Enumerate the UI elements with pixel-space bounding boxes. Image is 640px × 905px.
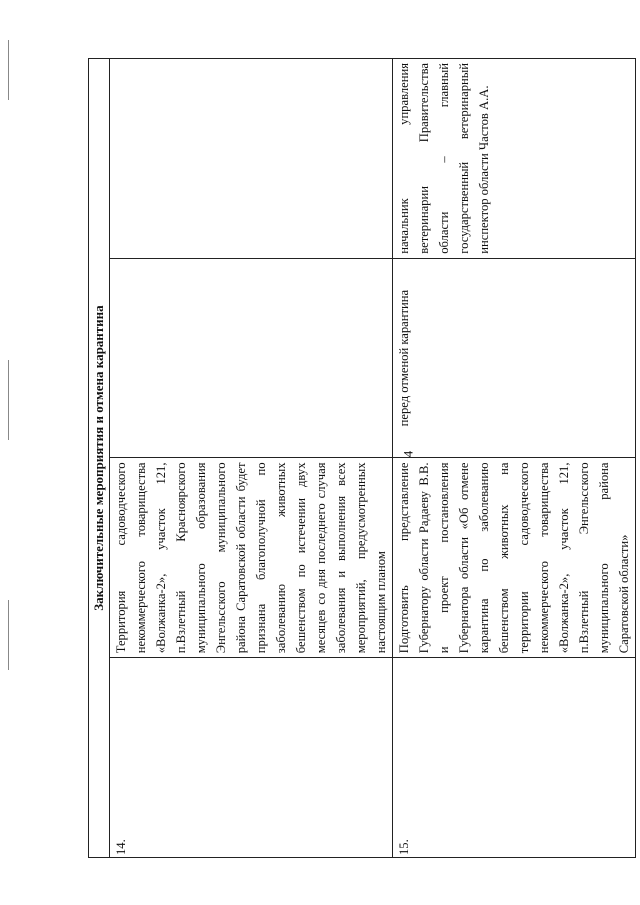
row-number: 14. (110, 658, 393, 858)
row-deadline: перед отменой карантина (393, 258, 636, 458)
section-title: Заключительные мероприятия и отмена карантина (89, 59, 110, 858)
scan-edge-mark (8, 600, 9, 670)
row-responsible: начальник управления ветеринарии Правительства области – главный государственный ветеринарный инспектор области Частов А.А. (393, 59, 636, 259)
row-activity-text: Территория садоводческого некоммерческого товарищества «Волжанка-2», участок 121, п.Взлетный Красноярского муниципального образования Энгельсского муниципального района Саратовской области будет признана благополучной по заболеванию животных бешенством по истечении двух месяцев со дня последнего случая заболевания и выполнения всех мероприятий, предусмотренных настоящим планом (110, 458, 393, 658)
table-row (110, 59, 393, 858)
table-row (393, 59, 636, 858)
scan-edge-mark (8, 360, 9, 440)
rotated-table-container (88, 58, 631, 858)
page-number: 4 (400, 450, 416, 458)
row-responsible (110, 59, 393, 259)
row-activity-text: Подготовить представление Губернатору области Радаеву В.В. и проект постановления Губернатора области «Об отмене карантина по заболеванию бешенством животных на территории садоводческого некоммерческого товарищества «Волжанка-2», участок 121, п.Взлетный Энгельсского муниципального района Саратовской области» (393, 458, 636, 658)
plan-table (88, 58, 636, 858)
row-deadline (110, 258, 393, 458)
section-header-row (89, 59, 110, 858)
scan-edge-mark (8, 40, 9, 100)
row-number: 15. (393, 658, 636, 858)
